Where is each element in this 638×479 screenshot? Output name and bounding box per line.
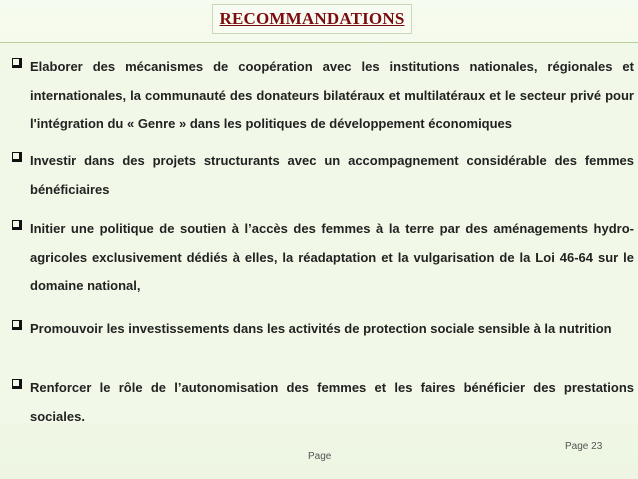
bullet-text: Promouvoir les investissements dans les activités de protection sociale sensible à la nutrition bbox=[30, 321, 612, 336]
slide-title: RECOMMANDATIONS bbox=[219, 9, 405, 28]
bullet-text: Renforcer le rôle de l’autonomisation des femmes et les faires bénéficier des prestations sociales. bbox=[30, 380, 634, 424]
bullet-item bbox=[12, 53, 632, 139]
bullet-item bbox=[12, 315, 632, 344]
checkbox-square-icon bbox=[12, 320, 22, 330]
bullet-item bbox=[12, 374, 632, 431]
bullet-item bbox=[12, 215, 632, 301]
page-number: Page 23 bbox=[565, 441, 603, 452]
title-box bbox=[212, 4, 412, 34]
checkbox-square-icon bbox=[12, 58, 22, 68]
footer-page-label: Page bbox=[308, 451, 332, 462]
checkbox-square-icon bbox=[12, 152, 22, 162]
bullet-text: Investir dans des projets structurants avec un accompagnement considérable des femmes bénéficiaires bbox=[30, 153, 634, 197]
bullet-text: Initier une politique de soutien à l’accès des femmes à la terre par des aménagements hydro-agricoles exclusivement dédiés à elles, la réadaptation et la vulgarisation de la Loi 46-64 sur le domaine national, bbox=[30, 221, 634, 293]
checkbox-square-icon bbox=[12, 379, 22, 389]
bullet-item bbox=[12, 147, 632, 204]
bullet-text: Elaborer des mécanismes de coopération avec les institutions nationales, régionales et internationales, la communauté des donateurs bilatéraux et multilatéraux et le secteur privé pour l'intégration du « Genre » dans les politiques de développement économiques bbox=[30, 59, 634, 131]
content-area bbox=[0, 42, 638, 423]
checkbox-square-icon bbox=[12, 220, 22, 230]
